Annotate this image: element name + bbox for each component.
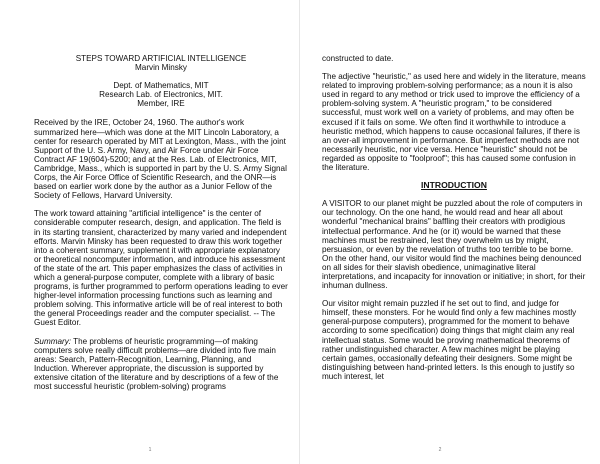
paper-title: STEPS TOWARD ARTIFICIAL INTELLIGENCE [75, 54, 247, 63]
editor-abstract: The work toward attaining "artificial intelligence" is the center of considerable computer research, design, and application. The field is in its starting transient, characterized by many varied and independent efforts. Marvin Minsky has been requested to draw this work together into a coherent summary, supplement it with appropriate explanatory or theoretical noncomputer information, and introduce his assessment of the state of the art. This paper emphasizes the class of activities in which a general-purpose computer, complete with a library of basic programs, is further programmed to perform operations leading to ever higher-level information processing functions such as learning and problem solving. This informative article will be of real interest to both the general Proceedings reader and the computer specialist. -- The Guest Editor. [34, 209, 288, 328]
title-block [34, 54, 288, 108]
right-page [300, 0, 600, 464]
page-number: 2 [438, 447, 442, 453]
received-note: Received by the IRE, October 24, 1960. The author's work summarized here—which was done at the MIT Lincoln Laboratory, a center for research operated by MIT at Lexington, Mass., with the joint Support of the U. S. Army, Navy, and Air Force under Air Force Contract AF 19(604)-5200; and at the Res. Lab. of Electronics, MIT, Cambridge, Mass., which is supported in part by the U. S. Army Signal Corps, the Air Force Office of Scientific Research, and the ONR—is based on earlier work done by the author as a Junior Fellow of the Society of Fellows, Harvard University. [34, 118, 287, 201]
section-heading: INTRODUCTION [421, 180, 487, 191]
affiliation-line: Research Lab. of Electronics, MIT. [99, 90, 223, 100]
affiliation-line: Member, IRE [137, 99, 185, 109]
intro-paragraph: Our visitor might remain puzzled if he set out to find, and judge for himself, these monsters. For he would find only a few machines mostly general-purpose computers), programmed for the moment to behave according to some specification) doing things that might claim any real intellectual status. Some would be proving mathematical theorems of rather undistinguished character. A few machines might be playing certain games, occasionally defeating their designers. Some might be distinguishing between hand-printed letters. Is this enough to justify so much interest, let [322, 299, 577, 381]
heuristic-footnote: The adjective "heuristic," as used here and widely in the literature, means related to improving problem-solving performance; as a noun it is also used in regard to any method or trick used to improve the efficiency of a problem-solving system. A "heuristic program," to be considered successful, must work well on a variety of problems, and may often be excused if it fails on some. We often find it worthwhile to introduce a heuristic method, which happens to cause occasional failures, if there is an over-all improvement in performance. But imperfect methods are not necessarily heuristic, nor vice versa. Hence "heuristic" should not be regarded as opposite to "foolproof"; this has caused some confusion in the literature. [322, 72, 586, 173]
intro-paragraph: A VISITOR to our planet might be puzzled about the role of computers in our technology. On the one hand, he would read and hear all about wonderful "mechanical brains" baffling their creators with prodigious intellectual performance. And he (or it) would be warned that these machines must be restrained, lest they overwhelm us by might, persuasion, or even by the revelation of truths too terrible to be borne. On the other hand, our visitor would find the machines being denounced on all sides for their slavish obedience, unimaginative literal interpretations, and incapacity for innovation or initiative; in short, for their inhuman dullness. [322, 199, 586, 291]
summary-text: The problems of heuristic programming—of making computers solve really difficult problems—are divided into five main areas: Search, Pattern-Recognition, Learning, Planning, and Induction. Wherever appropriate, the discussion is supported by extensive citation of the literature and by descriptions of a few of the most successful heuristic (problem-solving) programs [34, 336, 279, 391]
summary-lead: Summary: [34, 336, 72, 346]
continued-text: constructed to date. [322, 54, 394, 63]
page-number: 1 [148, 447, 152, 453]
affiliation-line: Dept. of Mathematics, MIT [113, 81, 209, 91]
title-spacer [34, 72, 288, 81]
author-name: Marvin Minsky [135, 63, 187, 73]
summary-paragraph [34, 337, 288, 392]
